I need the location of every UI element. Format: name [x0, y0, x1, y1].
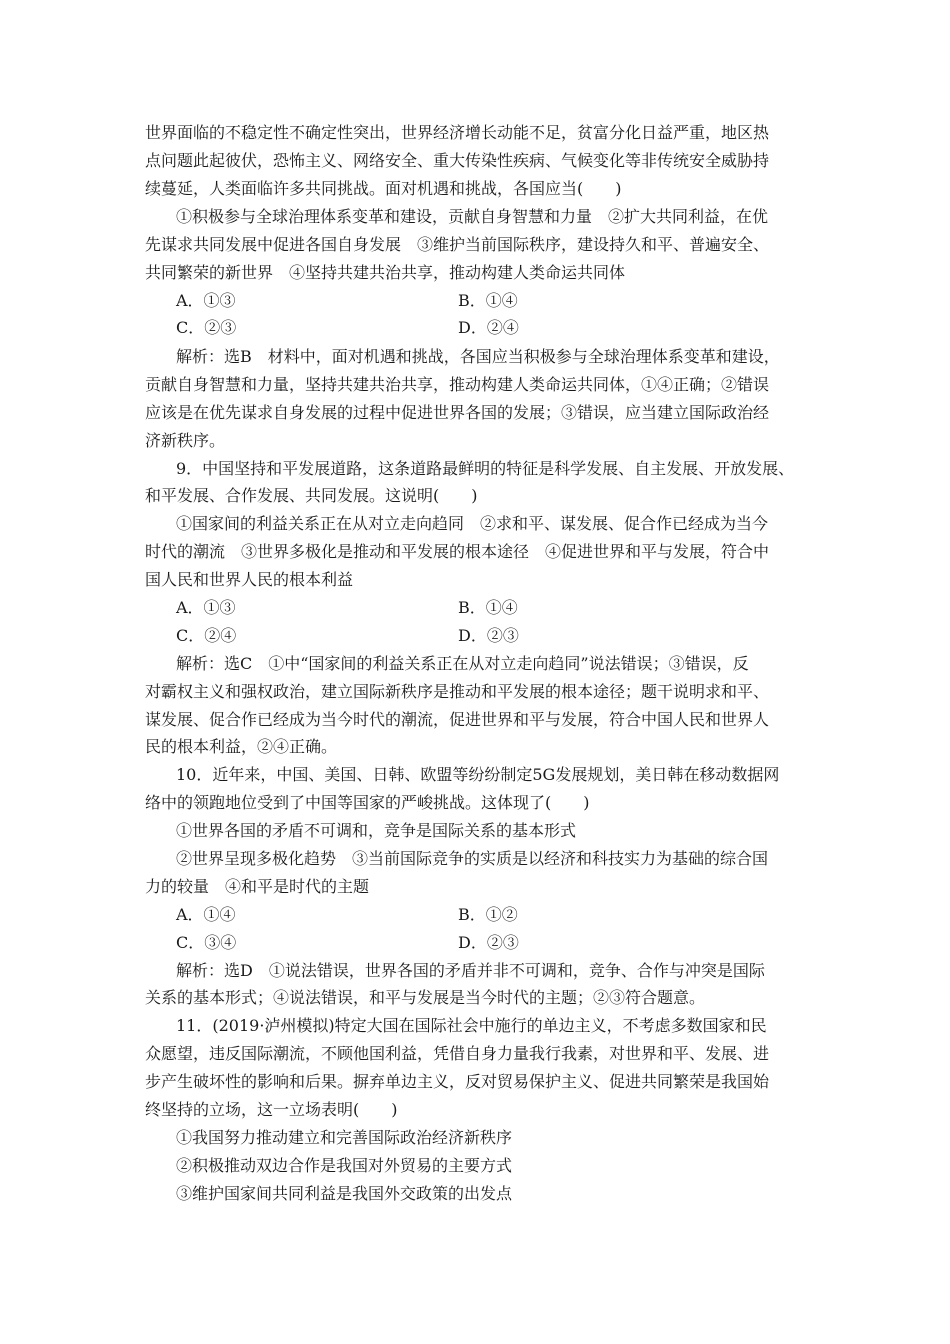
q8-stem-line: 世界面临的不稳定性不确定性突出，世界经济增长动能不足，贫富分化日益严重，地区热 — [145, 123, 770, 142]
q10-stem-line: 络中的领跑地位受到了中国等国家的严峻挑战。这体现了( ) — [145, 793, 590, 812]
q9-option-b: B．①④ — [458, 598, 518, 617]
q9-answer-line: 谋发展、促合作已经成为当今时代的潮流，促进世界和平与发展，符合中国人民和世界人 — [145, 710, 770, 729]
q10-answer-line: 解析：选D ①说法错误，世界各国的矛盾并非不可调和，竞争、合作与冲突是国际 — [176, 961, 765, 980]
q9-stem-line: 9．中国坚持和平发展道路，这条道路最鲜明的特征是科学发展、自主发展、开放发展、 — [176, 459, 795, 478]
q9-item-line: 国人民和世界人民的根本利益 — [145, 570, 354, 589]
q9-answer-line: 对霸权主义和强权政治，建立国际新秩序是推动和平发展的根本途径；题干说明求和平、 — [145, 682, 770, 701]
q8-option-a: A．①③ — [176, 291, 236, 310]
q8-item-line: 先谋求共同发展中促进各国自身发展 ③维护当前国际秩序，建设持久和平、普遍安全、 — [145, 235, 770, 254]
q10-item-line: 力的较量 ④和平是时代的主题 — [145, 877, 370, 896]
q9-option-d: D．②③ — [458, 626, 519, 645]
q9-option-c: C．②④ — [176, 626, 237, 645]
q9-item-line: ①国家间的利益关系正在从对立走向趋同 ②求和平、谋发展、促合作已经成为当今 — [176, 514, 769, 533]
q8-answer-line: 济新秩序。 — [145, 431, 226, 450]
q11-stem-line: 终坚持的立场，这一立场表明( ) — [145, 1100, 398, 1119]
q8-option-d: D．②④ — [458, 318, 519, 337]
q8-item-line: 共同繁荣的新世界 ④坚持共建共治共享，推动构建人类命运共同体 — [145, 263, 626, 282]
q10-option-c: C．③④ — [176, 933, 237, 952]
q8-stem-line: 点问题此起彼伏，恐怖主义、网络安全、重大传染性疾病、气候变化等非传统安全威胁持 — [145, 151, 770, 170]
q9-option-a: A．①③ — [176, 598, 236, 617]
q9-item-line: 时代的潮流 ③世界多极化是推动和平发展的根本途径 ④促进世界和平与发展，符合中 — [145, 542, 770, 561]
q10-stem-line: 10．近年来，中国、美国、日韩、欧盟等纷纷制定5G发展规划，美日韩在移动数据网 — [176, 765, 780, 784]
q11-item-line: ①我国努力推动建立和完善国际政治经济新秩序 — [176, 1128, 513, 1147]
q10-item-line: ②世界呈现多极化趋势 ③当前国际竞争的实质是以经济和科技实力为基础的综合国 — [176, 849, 769, 868]
q8-answer-line: 贡献自身智慧和力量，坚持共建共治共享，推动构建人类命运共同体，①④正确；②错误 — [145, 375, 770, 394]
q10-option-d: D．②③ — [458, 933, 519, 952]
q11-item-line: ③维护国家间共同利益是我国外交政策的出发点 — [176, 1184, 513, 1203]
q8-option-c: C．②③ — [176, 318, 237, 337]
q10-item-line: ①世界各国的矛盾不可调和，竞争是国际关系的基本形式 — [176, 821, 577, 840]
q9-answer-line: 民的根本利益，②④正确。 — [145, 737, 338, 756]
q8-answer-line: 应该是在优先谋求自身发展的过程中促进世界各国的发展；③错误，应当建立国际政治经 — [145, 403, 770, 422]
q8-item-line: ①积极参与全球治理体系变革和建设，贡献自身智慧和力量 ②扩大共同利益，在优 — [176, 207, 769, 226]
q11-stem-line: 步产生破坏性的影响和后果。摒弃单边主义，反对贸易保护主义、促进共同繁荣是我国始 — [145, 1072, 770, 1091]
q9-answer-line: 解析：选C ①中“国家间的利益关系正在从对立走向趋同”说法错误；③错误，反 — [176, 654, 749, 673]
q9-stem-line: 和平发展、合作发展、共同发展。这说明( ) — [145, 486, 478, 505]
q11-item-line: ②积极推动双边合作是我国对外贸易的主要方式 — [176, 1156, 513, 1175]
q8-stem-line: 续蔓延，人类面临许多共同挑战。面对机遇和挑战，各国应当( ) — [145, 179, 622, 198]
q8-answer-line: 解析：选B 材料中，面对机遇和挑战，各国应当积极参与全球治理体系变革和建设， — [176, 347, 780, 366]
q8-option-b: B．①④ — [458, 291, 518, 310]
q11-stem-line: 众愿望，违反国际潮流，不顾他国利益，凭借自身力量我行我素，对世界和平、发展、进 — [145, 1044, 770, 1063]
q10-answer-line: 关系的基本形式；④说法错误，和平与发展是当今时代的主题；②③符合题意。 — [145, 988, 706, 1007]
q10-option-a: A．①④ — [176, 905, 236, 924]
q10-option-b: B．①② — [458, 905, 518, 924]
q11-stem-line: 11．(2019·泸州模拟)特定大国在国际社会中施行的单边主义，不考虑多数国家和民 — [176, 1016, 767, 1035]
